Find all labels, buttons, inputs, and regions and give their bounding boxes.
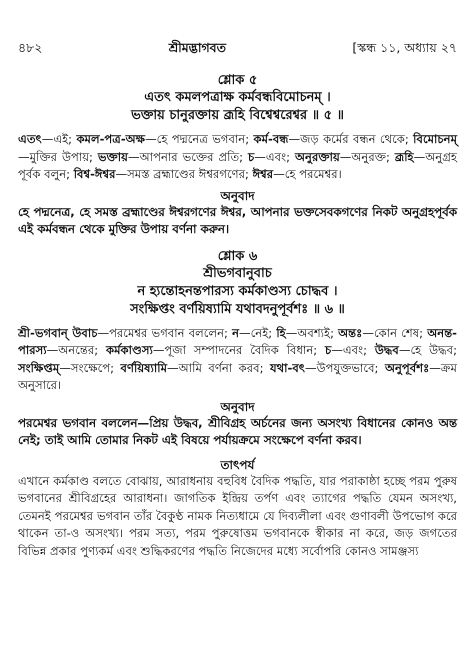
- word-meaning: —এই;: [41, 132, 77, 146]
- word-term: ব্রূহি: [394, 149, 414, 164]
- word-meaning: —ক্রম অনুসারে।: [18, 360, 457, 392]
- word-meaning: —অবশ্যই;: [285, 325, 339, 340]
- word-meaning: —এবং;: [254, 149, 295, 164]
- word-meaning: —পরমেশ্বর ভগবান বললেন;: [97, 325, 233, 340]
- word-meaning: —কোন শেষ;: [362, 325, 428, 340]
- verse-6-purport: এখানে কর্মকাণ্ড বলতে বোঝায়, আরাধনায় বহুবিধ বৈদিক পদ্ধতি, যার পরাকাষ্ঠা হচ্ছে পরম পুরুষ ভগবানের শ্রীবিগ্রহের আরাধনা। জাগতিক ইন্দ্রিয় তর্পণ এবং ত্যাগের পদ্ধতি যেমন অসংখ্য, তেমনই পরমেশ্বর ভগবান তাঁর বৈকুণ্ঠ নামক নিত্যধামে যে দিব্যলীলা এবং গুণাবলী উপভোগ করে থাকেন তা-ও অসংখ্য। পরম সত্য, পরম পুরুষোত্তম ভগবানকে স্বীকার না করে, জড় জগতের বিভিন্ন প্রকার পুণ্যকর্ম এবং শুদ্ধিকরণের পদ্ধতি নিজেদের মধ্যে সর্বোপরি কোনও সামঞ্জস্য: [18, 473, 457, 558]
- word-term: অন্তঃ: [338, 325, 363, 340]
- word-term: এতৎ: [18, 132, 42, 146]
- verse-6-word-meanings: [18, 325, 457, 395]
- word-term: যথা-বৎ: [269, 360, 305, 375]
- word-meaning: —অনুগ্রহ পূর্বক বলুন;: [18, 149, 457, 181]
- verse-6-speaker: শ্রীভগবানুবাচ: [203, 265, 272, 281]
- verse-6-line-2: সংক্ষিপ্তং বর্ণয়িষ্যামি যথাবদনুপূর্বশঃ ॥ ৬ ॥: [130, 301, 345, 317]
- word-meaning: —আমি বর্ণনা করব;: [167, 360, 270, 375]
- word-meaning: —হে পরমেশ্বর।: [273, 167, 342, 181]
- verse-5-translation-label: অনুবাদ: [220, 188, 255, 203]
- verse-6-translation: পরমেশ্বর ভগবান বললেন—প্রিয় উদ্ধব, শ্রীবিগ্রহ অর্চনের জন্য অসংখ্য বিধানের কোনও অন্ত নেই; তাই আমি তোমার নিকট এই বিষয়ে পর্যায়ক্রমে সংক্ষেপে বর্ণনা করব।: [18, 415, 457, 447]
- word-term: বিমোচনম্: [413, 132, 458, 146]
- word-term: সংক্ষিপ্তম্: [18, 360, 60, 375]
- word-term: বিশ্ব-ঈশ্বর: [73, 167, 116, 181]
- word-term: অনুপূর্বশঃ: [384, 360, 430, 375]
- word-meaning: —নেই;: [239, 325, 277, 340]
- word-term: ভক্তায়: [97, 149, 128, 164]
- word-term: উদ্ধব: [374, 343, 399, 357]
- word-meaning: —আপনার ভক্তের প্রতি;: [127, 149, 248, 164]
- word-meaning: —মুক্তির উপায়;: [18, 149, 98, 164]
- word-meaning: —অনন্তের;: [46, 343, 106, 357]
- word-term: চ: [248, 149, 255, 164]
- page-header: [18, 40, 457, 58]
- verse-5-word-meanings: [18, 131, 457, 184]
- book-title: শ্রীমদ্ভাগবত: [168, 40, 227, 55]
- word-meaning: —হে পদ্মনেত্র ভগবান;: [145, 132, 254, 146]
- verse-6-translation-label: অনুবাদ: [220, 399, 255, 414]
- verse-5-line-2: ভক্তায় চানুরক্তায় ব্রূহি বিশ্বেশ্বরেশ্বর ॥ ৫ ॥: [131, 108, 344, 123]
- word-term: হি: [276, 325, 286, 340]
- verse-6-line-1: ন হ্যন্তোহনন্তপারস্য কর্মকাণ্ডস্য চোদ্ধব ।: [137, 283, 338, 299]
- word-meaning: —সমস্ত ব্রহ্মাণ্ডের ঈশ্বরগণের;: [115, 167, 253, 181]
- word-term: চ: [325, 343, 332, 357]
- word-term: অনন্ত-পারস্য: [18, 325, 457, 357]
- word-term: ঈশ্বর: [252, 167, 274, 181]
- word-meaning: —পূজা সম্পাদনের বৈদিক বিধান;: [152, 343, 325, 357]
- word-term: কর্ম-বন্ধ: [253, 132, 289, 146]
- chapter-reference: [স্কন্ধ ১১, অধ্যায় ২৭: [352, 40, 457, 55]
- word-term: কমল-পত্র-অক্ষ: [76, 132, 146, 146]
- word-meaning: —এবং;: [331, 343, 375, 357]
- verse-6-label: শ্লোক ৬: [217, 248, 258, 264]
- word-meaning: —জড় কর্মের বন্ধন থেকে;: [288, 132, 414, 146]
- page-number: ৪৮২: [18, 40, 43, 55]
- word-meaning: —হে উদ্ধব;: [398, 343, 457, 357]
- verse-5-label: শ্লোক ৫: [217, 73, 258, 88]
- word-meaning: —উপযুক্তভাবে;: [304, 360, 385, 375]
- verse-6-purport-label: তাৎপর্য: [220, 457, 255, 472]
- word-term: ন: [232, 325, 239, 340]
- verse-5-translation: হে পদ্মনেত্র, হে সমস্ত ব্রহ্মাণ্ডের ঈশ্বরগণের ঈশ্বর, আপনার ভক্তসেবকগণের নিকট অনুগ্রহপূর্বক এই কর্মবন্ধন থেকে মুক্তির উপায় বর্ণনা করুন।: [18, 204, 457, 236]
- word-meaning: —সংক্ষেপে;: [59, 360, 121, 375]
- word-term: কর্মকাণ্ডস্য: [105, 343, 153, 357]
- verse-5-line-1: এতৎ কমলপত্রাক্ষ কর্মবন্ধবিমোচনম্ ।: [144, 90, 331, 105]
- word-term: শ্রী-ভগবান্ উবাচ: [18, 325, 98, 340]
- word-term: অনুরক্তায়: [294, 149, 340, 164]
- word-term: বর্ণয়িষ্যামি: [120, 360, 168, 375]
- word-meaning: —অনুরক্ত;: [339, 149, 395, 164]
